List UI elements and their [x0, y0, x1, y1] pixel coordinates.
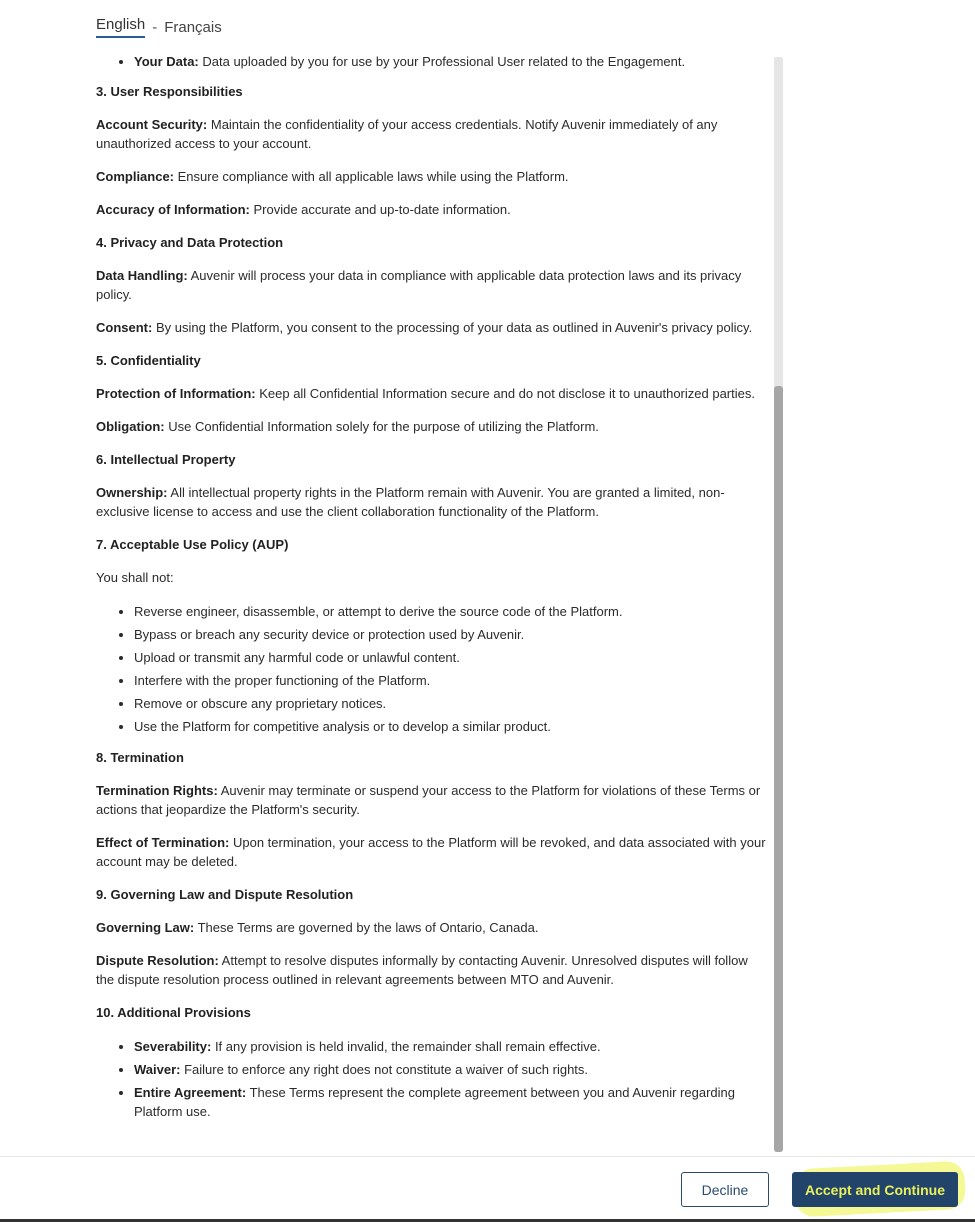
accept-and-continue-button[interactable]: Accept and Continue — [792, 1172, 958, 1207]
section-heading: 7. Acceptable Use Policy (AUP) — [96, 537, 289, 552]
list-item: • Your Data: Data uploaded by you for use by your Professional User related to the Engagement. — [134, 52, 768, 71]
section-heading: 10. Additional Provisions — [96, 1005, 251, 1020]
list-item: • Interfere with the proper functioning of the Platform. — [134, 671, 768, 690]
section-heading: 8. Termination — [96, 750, 184, 765]
paragraph: Accuracy of Information: Provide accurate and up-to-date information. — [96, 202, 511, 217]
section-heading: 6. Intellectual Property — [96, 452, 236, 467]
terms-content — [96, 46, 768, 1125]
paragraph: Consent: By using the Platform, you consent to the processing of your data as outlined in Auvenir's privacy policy. — [96, 320, 753, 335]
paragraph: Governing Law: These Terms are governed by the laws of Ontario, Canada. — [96, 920, 539, 935]
paragraph: Obligation: Use Confidential Information solely for the purpose of utilizing the Platform. — [96, 419, 599, 434]
footer-bar — [0, 1156, 975, 1222]
language-switcher — [96, 16, 222, 38]
paragraph: Dispute Resolution: Attempt to resolve disputes informally by contacting Auvenir. Unresolved disputes will follow the dispute resolution process outlined in relevant agreements between MTO and Auvenir. — [96, 953, 748, 987]
section-heading: 5. Confidentiality — [96, 353, 201, 368]
provisions-list — [96, 1037, 768, 1121]
list-item: • Reverse engineer, disassemble, or attempt to derive the source code of the Platform. — [134, 602, 768, 621]
language-separator: - — [152, 18, 158, 36]
list-item: • Waiver: Failure to enforce any right does not constitute a waiver of such rights. — [134, 1060, 768, 1079]
list-item: • Entire Agreement: These Terms represent the complete agreement between you and Auvenir regarding Platform use. — [134, 1083, 768, 1121]
section-heading: 3. User Responsibilities — [96, 84, 243, 99]
paragraph: Protection of Information: Keep all Confidential Information secure and do not disclose it to unauthorized parties. — [96, 386, 755, 401]
language-french-link[interactable]: Français — [164, 18, 222, 36]
list-item: • Bypass or breach any security device or protection used by Auvenir. — [134, 625, 768, 644]
language-english-link[interactable]: English — [96, 16, 145, 38]
section-heading: 4. Privacy and Data Protection — [96, 235, 284, 250]
paragraph: Data Handling: Auvenir will process your data in compliance with applicable data protection laws and its privacy policy. — [96, 268, 742, 302]
paragraph: Termination Rights: Auvenir may terminate or suspend your access to the Platform for violations of these Terms or actions that jeopardize the Platform's security. — [96, 783, 761, 817]
terms-scroll-area[interactable] — [0, 46, 975, 1156]
list-item: • Use the Platform for competitive analysis or to develop a similar product. — [134, 717, 768, 736]
list-item: • Remove or obscure any proprietary notices. — [134, 694, 768, 713]
paragraph: Account Security: Maintain the confidentiality of your access credentials. Notify Auvenir immediately of any unauthorized access to your account. — [96, 117, 718, 151]
list-item: • Severability: If any provision is held invalid, the remainder shall remain effective. — [134, 1037, 768, 1056]
paragraph: Compliance: Ensure compliance with all applicable laws while using the Platform. — [96, 169, 569, 184]
data-list — [96, 52, 768, 71]
aup-list — [96, 602, 768, 736]
paragraph: Effect of Termination: Upon termination, your access to the Platform will be revoked, and data associated with your account may be deleted. — [96, 835, 766, 869]
decline-button[interactable]: Decline — [681, 1172, 769, 1207]
paragraph: Ownership: All intellectual property rights in the Platform remain with Auvenir. You are granted a limited, non-exclusive license to access and use the client collaboration functionality of the Platform. — [96, 485, 725, 519]
scrollbar-track[interactable] — [774, 57, 783, 1152]
paragraph: You shall not: — [96, 570, 174, 585]
scrollbar-thumb[interactable] — [774, 386, 783, 1152]
list-item: • Upload or transmit any harmful code or unlawful content. — [134, 648, 768, 667]
section-heading: 9. Governing Law and Dispute Resolution — [96, 887, 354, 902]
